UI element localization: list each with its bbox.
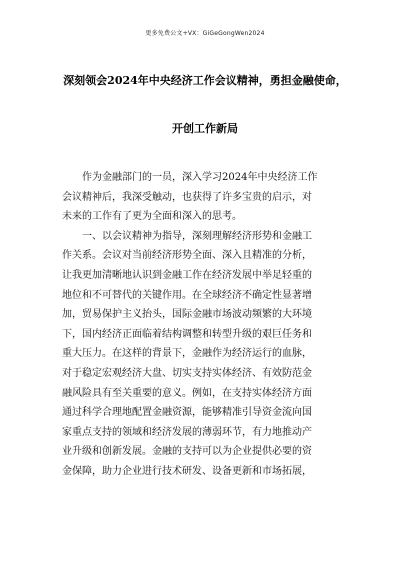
body-line: 对于稳定宏观经济大盘、切实支持实体经济、有效防范金	[62, 367, 312, 379]
body-line: 加，贸易保护主义抬头，国际金融市场波动频繁的大环境	[62, 309, 312, 321]
body-line: 家重点支持的领域和经济发展的薄弱环节，有力地推动产	[62, 426, 312, 438]
body-line: 会议精神后，我深受触动，也获得了许多宝贵的启示，对	[62, 191, 312, 203]
body-line: 金保障，助力企业进行技术研发、设备更新和市场拓展，	[62, 465, 312, 477]
body-line: 作为金融部门的一员，深入学习2024年中央经济工作	[82, 172, 318, 183]
document-title-line-1: 深刻领会2024年中央经济工作会议精神，勇担金融使命，	[63, 74, 347, 87]
header-note: 更多免费公文+VX：GiGeGongWen2024	[145, 30, 265, 37]
document-title-line-2: 开创工作新局	[172, 122, 238, 135]
body-line: 融风险具有至关重要的意义。例如，在支持实体经济方面	[62, 387, 312, 399]
body-line: 地位和不可替代的关键作用。在全球经济不确定性显著增	[62, 289, 312, 301]
body-line: 未来的工作有了更为全面和深入的思考。	[62, 211, 242, 223]
body-line: 通过科学合理地配置金融资源，能够精准引导资金流向国	[62, 407, 312, 419]
body-line: 重大压力。在这样的背景下，金融作为经济运行的血脉，	[62, 348, 312, 360]
document-body	[62, 168, 352, 482]
body-line: 业升级和创新发展。金融的支持可以为企业提供必要的资	[62, 446, 312, 458]
body-line: 一、以会议精神为指导，深刻理解经济形势和金融工	[82, 230, 312, 242]
body-line: 作关系。会议对当前经济形势全面、深入且精准的分析，	[62, 250, 312, 262]
body-line: 下，国内经济正面临着结构调整和转型升级的艰巨任务和	[62, 328, 312, 340]
body-line: 让我更加清晰地认识到金融工作在经济发展中举足轻重的	[62, 269, 312, 281]
paragraph-1	[62, 168, 352, 227]
paragraph-2	[62, 227, 352, 482]
